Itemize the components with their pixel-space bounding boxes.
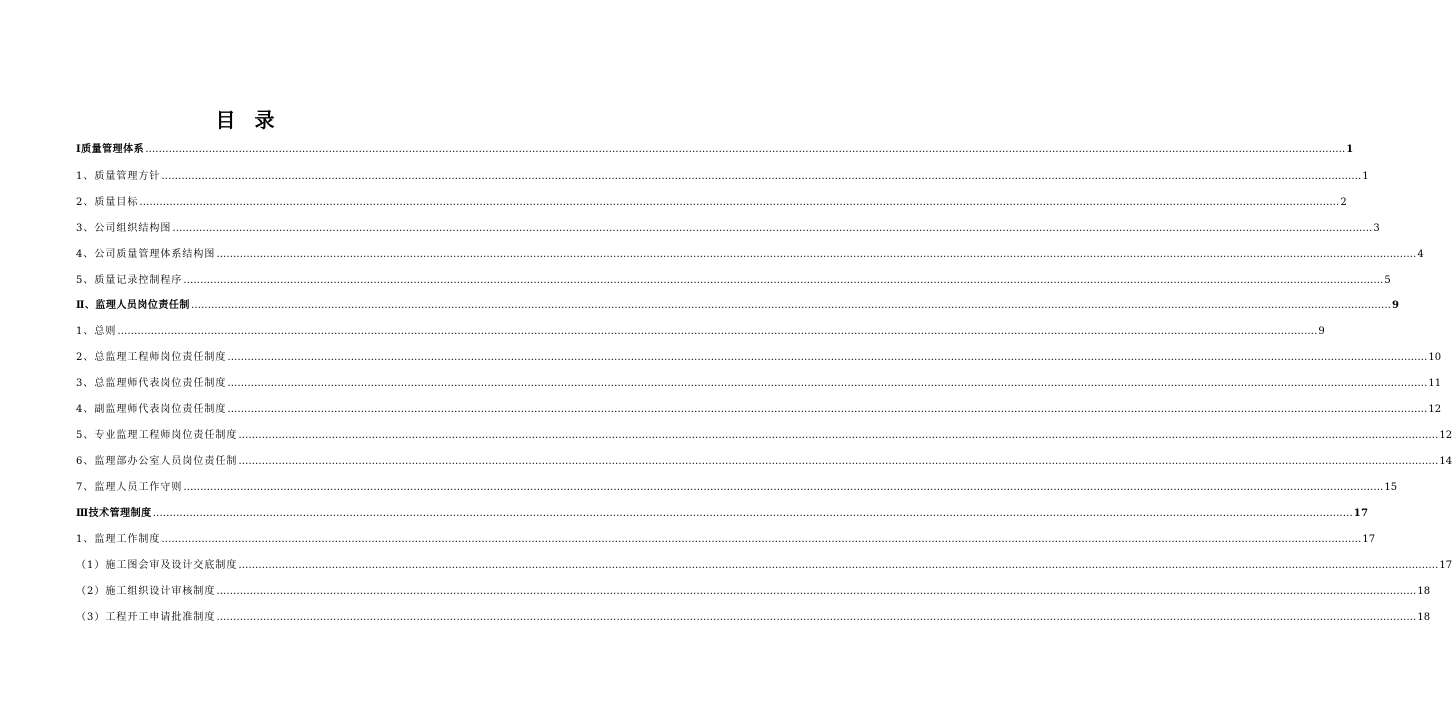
toc-entry-page: 9	[1318, 326, 1325, 337]
toc-entry-label: 3、公司组织结构图	[76, 223, 172, 234]
toc-entry-page: 17	[1439, 560, 1452, 571]
toc-entry	[76, 611, 1431, 625]
toc-entry	[76, 429, 1452, 443]
toc-entry	[76, 325, 1325, 339]
toc-entry-page: 10	[1428, 352, 1442, 363]
toc-entry	[76, 585, 1431, 599]
toc-entry	[76, 455, 1452, 469]
toc-leader-dots: ………………………………………………………………………………………………………………………………………………………………………………………………………………………………………………………………………………………………………………………………	[183, 275, 1384, 286]
toc-entry-label: Ⅰ质量管理体系	[76, 144, 145, 155]
toc-entry-label: 7、监理人员工作守则	[76, 482, 183, 493]
toc-entry	[76, 274, 1391, 288]
toc-entry	[76, 196, 1347, 210]
toc-entry	[76, 559, 1452, 573]
toc-leader-dots: ………………………………………………………………………………………………………………………………………………………………………………………………………………………………………………………………………………………………………………………………	[190, 300, 1391, 311]
toc-entry-page: 1	[1362, 171, 1369, 182]
toc-leader-dots: ………………………………………………………………………………………………………………………………………………………………………………………………………………………………………………………………………………………………………………………………	[117, 326, 1318, 337]
toc-leader-dots: ………………………………………………………………………………………………………………………………………………………………………………………………………………………………………………………………………………………………………………………………	[227, 352, 1428, 363]
toc-leader-dots: ………………………………………………………………………………………………………………………………………………………………………………………………………………………………………………………………………………………………………………………………	[216, 586, 1417, 597]
toc-title: 目 录	[215, 108, 281, 132]
toc-entry-label: Ⅱ、监理人员岗位责任制	[76, 300, 190, 311]
toc-leader-dots: ………………………………………………………………………………………………………………………………………………………………………………………………………………………………………………………………………………………………………………………………	[152, 508, 1353, 519]
toc-leader-dots: ………………………………………………………………………………………………………………………………………………………………………………………………………………………………………………………………………………………………………………………………	[161, 171, 1362, 182]
toc-entry-label: 4、公司质量管理体系结构图	[76, 249, 216, 260]
toc-entry-page: 17	[1353, 508, 1369, 519]
toc-leader-dots: ………………………………………………………………………………………………………………………………………………………………………………………………………………………………………………………………………………………………………………………………	[227, 378, 1428, 389]
toc-entry-label: 3、总监理师代表岗位责任制度	[76, 378, 227, 389]
toc-entry-label: 4、副监理师代表岗位责任制度	[76, 404, 227, 415]
toc-entry-label: 1、质量管理方针	[76, 171, 161, 182]
toc-entry	[76, 170, 1369, 184]
toc-leader-dots: ………………………………………………………………………………………………………………………………………………………………………………………………………………………………………………………………………………………………………………………………	[183, 482, 1384, 493]
toc-leader-dots: ………………………………………………………………………………………………………………………………………………………………………………………………………………………………………………………………………………………………………………………………	[216, 612, 1417, 623]
toc-entry-page: 4	[1417, 249, 1424, 260]
toc-entry-label: 2、质量目标	[76, 197, 139, 208]
toc-entry-label: 5、专业监理工程师岗位责任制度	[76, 430, 238, 441]
toc-entry-page: 11	[1428, 378, 1442, 389]
toc-entry	[76, 377, 1442, 391]
toc-entry-page: 2	[1340, 197, 1347, 208]
toc-entry-page: 15	[1384, 482, 1398, 493]
toc-entry-page: 18	[1417, 586, 1431, 597]
toc-entry-label: 1、总则	[76, 326, 117, 337]
toc-leader-dots: ………………………………………………………………………………………………………………………………………………………………………………………………………………………………………………………………………………………………………………………………	[139, 197, 1340, 208]
toc-entry-page: 1	[1346, 144, 1354, 155]
toc-entry-label: （1）施工图会审及设计交底制度	[76, 560, 238, 571]
toc-entry	[76, 403, 1442, 417]
toc-leader-dots: ………………………………………………………………………………………………………………………………………………………………………………………………………………………………………………………………………………………………………………………………	[216, 249, 1417, 260]
toc-entry	[76, 507, 1369, 521]
toc-leader-dots: ………………………………………………………………………………………………………………………………………………………………………………………………………………………………………………………………………………………………………………………………	[161, 534, 1362, 545]
toc-entry-label: 5、质量记录控制程序	[76, 275, 183, 286]
toc-entry-page: 3	[1373, 223, 1380, 234]
toc-entry-label: （2）施工组织设计审核制度	[76, 586, 216, 597]
toc-entry	[76, 222, 1380, 236]
toc-entry	[76, 248, 1424, 262]
toc-entry-page: 14	[1439, 456, 1452, 467]
toc-leader-dots: ………………………………………………………………………………………………………………………………………………………………………………………………………………………………………………………………………………………………………………………………	[227, 404, 1428, 415]
toc-entry	[76, 533, 1376, 547]
toc-leader-dots: ………………………………………………………………………………………………………………………………………………………………………………………………………………………………………………………………………………………………………………………………	[238, 430, 1439, 441]
toc-leader-dots: ………………………………………………………………………………………………………………………………………………………………………………………………………………………………………………………………………………………………………………………………	[238, 560, 1439, 571]
toc-entry	[76, 351, 1442, 365]
toc-entry-page: 12	[1428, 404, 1442, 415]
toc-entry-page: 5	[1384, 275, 1391, 286]
toc-entry-label: 1、监理工作制度	[76, 534, 161, 545]
toc-entry-page: 17	[1362, 534, 1376, 545]
toc-entry	[76, 299, 1400, 313]
toc-entry	[76, 481, 1398, 495]
toc-entry-label: Ⅲ技术管理制度	[76, 508, 152, 519]
toc-entry-label: 2、总监理工程师岗位责任制度	[76, 352, 227, 363]
toc-leader-dots: ………………………………………………………………………………………………………………………………………………………………………………………………………………………………………………………………………………………………………………………………	[172, 223, 1373, 234]
toc-entry	[76, 143, 1354, 157]
toc-entry-page: 9	[1391, 300, 1400, 311]
toc-leader-dots: ………………………………………………………………………………………………………………………………………………………………………………………………………………………………………………………………………………………………………………………………	[145, 144, 1346, 155]
toc-leader-dots: ………………………………………………………………………………………………………………………………………………………………………………………………………………………………………………………………………………………………………………………………	[238, 456, 1439, 467]
toc-entry-label: （3）工程开工申请批准制度	[76, 612, 216, 623]
toc-entry-page: 18	[1417, 612, 1431, 623]
toc-entry-label: 6、监理部办公室人员岗位责任制	[76, 456, 238, 467]
toc-entry-page: 12	[1439, 430, 1452, 441]
